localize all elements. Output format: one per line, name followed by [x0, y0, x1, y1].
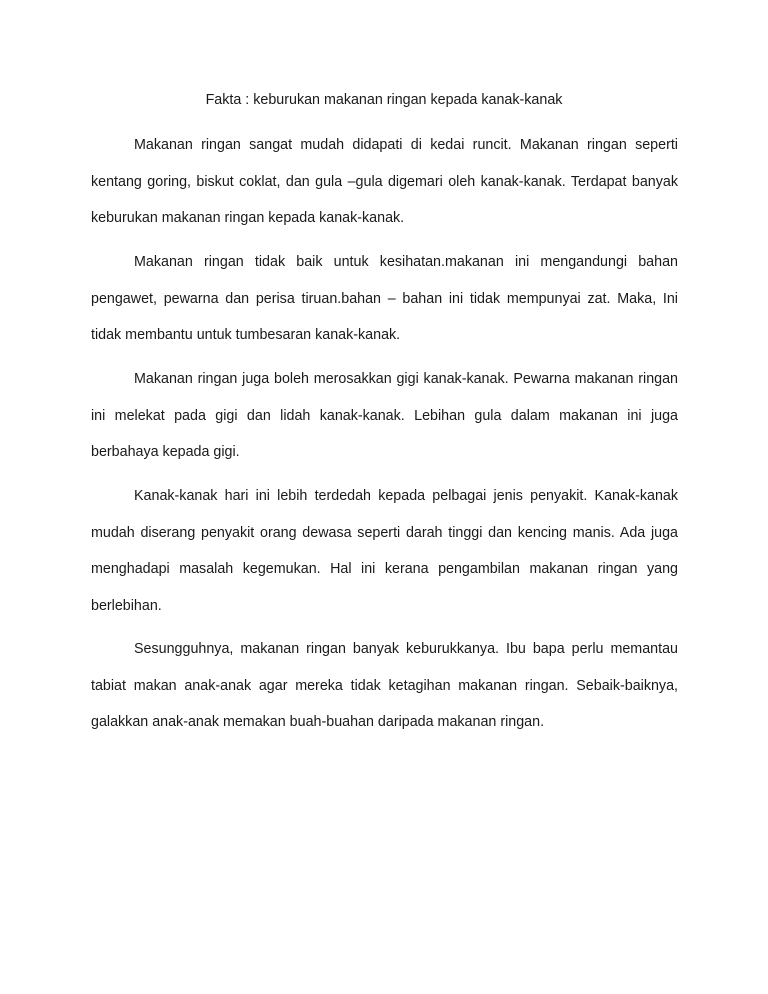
paragraph-2: Makanan ringan tidak baik untuk kesihatan.makanan ini mengandungi bahan pengawet, pewarna dan perisa tiruan.bahan – bahan ini tidak mempunyai zat. Maka, Ini tidak membantu untuk tumbesaran kanak-kanak.	[91, 254, 678, 343]
document-title: Fakta : keburukan makanan ringan kepada kanak-kanak	[205, 92, 563, 108]
paragraph-3: Makanan ringan juga boleh merosakkan gigi kanak-kanak. Pewarna makanan ringan ini melekat pada gigi dan lidah kanak-kanak. Lebihan gula dalam makanan ini juga berbahaya kepada gigi.	[91, 371, 678, 460]
paragraph-1: Makanan ringan sangat mudah didapati di kedai runcit. Makanan ringan seperti kentang goring, biskut coklat, dan gula –gula digemari oleh kanak-kanak. Terdapat banyak keburukan makanan ringan kepada kanak-kanak.	[91, 137, 678, 226]
paragraph-4: Kanak-kanak hari ini lebih terdedah kepada pelbagai jenis penyakit. Kanak-kanak mudah diserang penyakit orang dewasa seperti darah tinggi dan kencing manis. Ada juga menghadapi masalah kegemukan. Hal ini kerana pengambilan makanan ringan yang berlebihan.	[91, 488, 678, 614]
paragraph-5: Sesungguhnya, makanan ringan banyak keburukkanya. Ibu bapa perlu memantau tabiat makan anak-anak agar mereka tidak ketagihan makanan ringan. Sebaik-baiknya, galakkan anak-anak memakan buah-buahan daripada makanan ringan.	[91, 641, 678, 730]
